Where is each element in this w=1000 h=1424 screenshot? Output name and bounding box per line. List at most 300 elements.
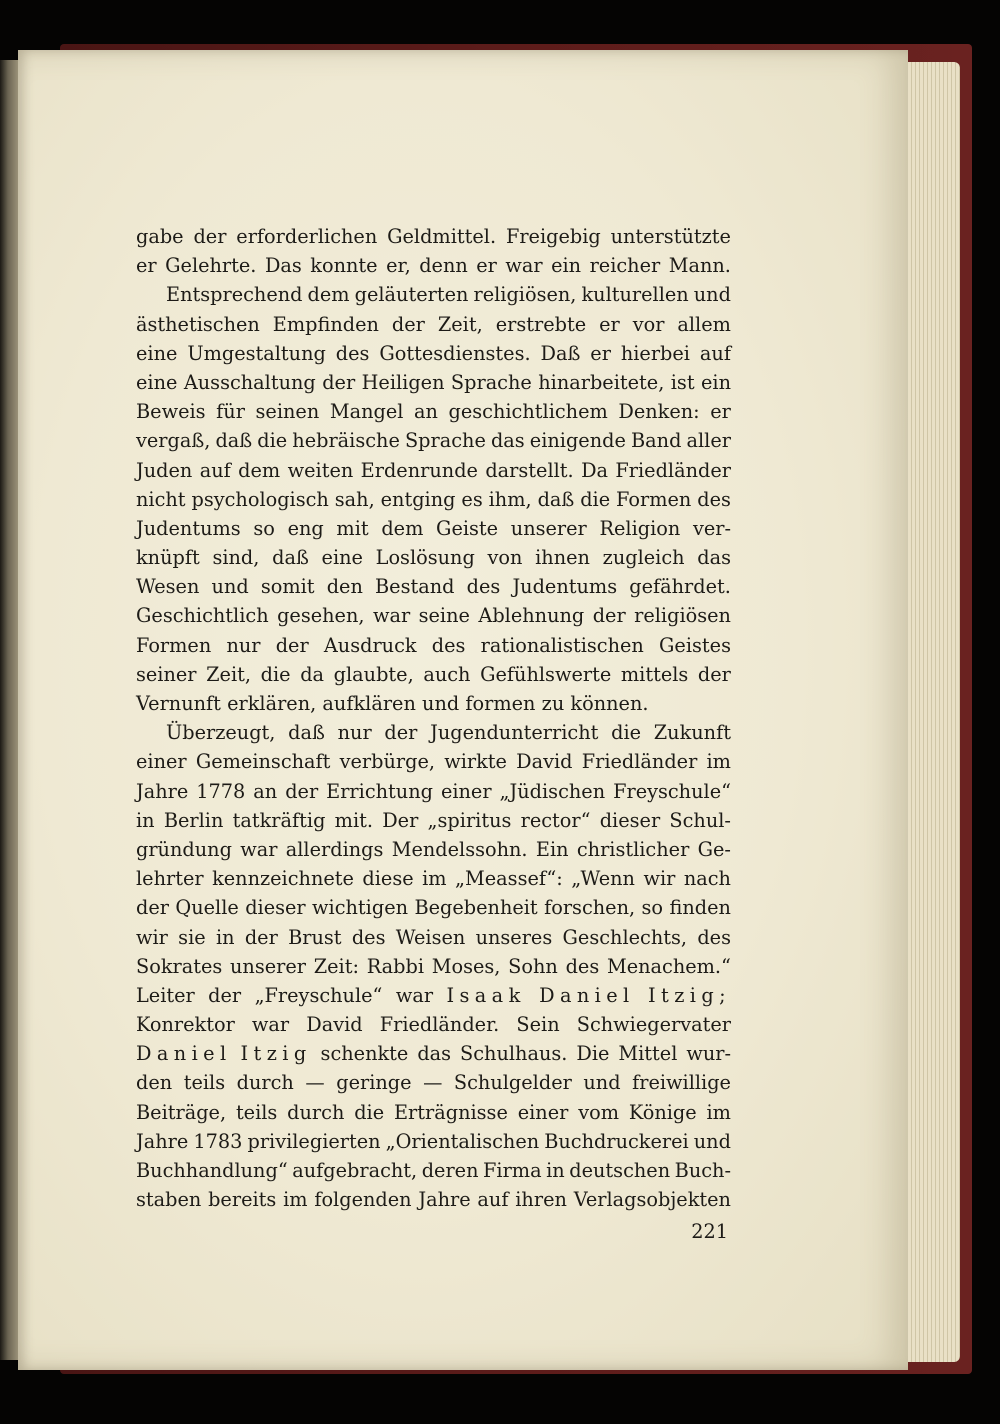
word: seine: [418, 604, 470, 628]
word: da: [300, 662, 325, 686]
word: dieser: [599, 808, 661, 832]
word: und: [693, 1129, 731, 1153]
word: war: [372, 604, 411, 628]
word: wir: [643, 867, 676, 891]
word: Umgestaltung: [187, 341, 326, 365]
word: Judentums: [136, 516, 241, 540]
word: Freigebig: [505, 225, 601, 248]
word: unserer: [230, 954, 307, 978]
word: ihm,: [488, 487, 532, 511]
word: somit: [260, 575, 315, 599]
word: Mangel: [329, 400, 404, 424]
word: mittels: [620, 662, 689, 686]
word: gründung: [136, 837, 232, 861]
word: Geschichtlich: [136, 604, 269, 628]
word: Zeit,: [206, 662, 252, 686]
word: verbürge,: [339, 750, 436, 774]
word: Wesen: [136, 575, 200, 599]
word: der: [384, 721, 418, 745]
word: einer: [517, 1100, 569, 1124]
word: einer: [136, 750, 187, 774]
word: ver-: [692, 516, 731, 540]
word: religiösen,: [473, 283, 577, 307]
word: im: [422, 867, 447, 891]
word: forschen,: [544, 896, 636, 920]
word: Loslösung: [375, 546, 475, 570]
word: der: [592, 604, 626, 628]
text-line: [136, 397, 731, 426]
word: ein: [551, 254, 582, 278]
word: nur: [226, 633, 261, 657]
word: Formen: [136, 633, 212, 657]
word: des: [697, 925, 731, 949]
text-line: [136, 280, 731, 309]
word: eine: [136, 370, 178, 394]
word: des: [335, 341, 370, 365]
word: seinen: [255, 400, 320, 424]
word: kennzeichnete: [212, 867, 354, 891]
word: Errichtung: [326, 779, 433, 803]
word: Ablehnung: [478, 604, 585, 628]
word: —: [305, 1071, 325, 1095]
word: kulturellen: [581, 283, 689, 307]
word: das: [417, 1042, 452, 1066]
text-line: [136, 1185, 731, 1214]
word: Erträgnisse: [393, 1100, 508, 1124]
word: war: [505, 254, 543, 278]
word: dem: [238, 458, 281, 482]
word: Ausschaltung: [183, 370, 316, 394]
word: geschichtlichem: [448, 400, 608, 424]
word: rationalistischen: [480, 633, 644, 657]
text-line: [136, 426, 731, 455]
word: und: [583, 1071, 621, 1095]
word: er: [599, 312, 620, 336]
word: staben: [136, 1188, 202, 1212]
word: des: [697, 487, 731, 511]
word: Band: [630, 429, 682, 453]
word: dieser: [245, 896, 306, 920]
word: allerdings: [285, 837, 384, 861]
word: in: [136, 808, 155, 832]
text-line: [136, 689, 731, 718]
word: diese: [362, 867, 414, 891]
word: vergaß,: [136, 429, 211, 453]
word: Das: [264, 254, 302, 278]
word: nicht: [136, 487, 186, 511]
word: Buchhandlung“: [136, 1159, 288, 1182]
word: Religion: [599, 516, 681, 540]
word: knüpft: [136, 546, 200, 570]
word: seiner: [136, 662, 197, 686]
word: Isaak: [446, 983, 526, 1007]
word: auf: [699, 341, 731, 365]
word: 1783: [193, 1129, 243, 1153]
word: daß: [272, 546, 309, 570]
word: Moses,: [431, 954, 501, 978]
word: er: [590, 341, 611, 365]
word: deutschen: [569, 1159, 671, 1182]
word: Gottesdienstes.: [379, 341, 531, 365]
page-number: 221: [691, 1220, 728, 1243]
word: „Wenn: [571, 867, 635, 891]
text-line: [136, 222, 731, 251]
word: Sokrates: [136, 954, 223, 978]
word: für: [216, 400, 245, 424]
word: religiösen: [634, 604, 731, 628]
word: geringe: [336, 1071, 412, 1095]
word: vom: [578, 1100, 619, 1124]
word: er: [476, 254, 497, 278]
word: Da: [581, 458, 609, 482]
word: Juden: [136, 458, 193, 482]
word: das: [697, 546, 731, 570]
word: psychologisch: [191, 487, 329, 511]
text-line: [136, 1098, 731, 1127]
word: formen: [465, 692, 536, 715]
text-line: [136, 864, 731, 893]
word: privilegierten: [247, 1129, 381, 1153]
text-line: [136, 1010, 731, 1039]
word: Gefühlswerte: [480, 662, 612, 686]
word: er,: [386, 254, 411, 278]
word: hinarbeitete,: [538, 370, 665, 394]
word: Schul-: [669, 808, 731, 832]
word: Jahre: [418, 1188, 471, 1212]
word: Die: [576, 1042, 610, 1066]
word: war: [251, 1013, 290, 1037]
word: auf: [199, 458, 231, 482]
word: die: [611, 721, 642, 745]
word: Zeit,: [437, 312, 483, 336]
word: ein: [701, 370, 731, 394]
word: der: [285, 779, 319, 803]
word: hierbei: [620, 341, 690, 365]
text-line: [136, 835, 731, 864]
text-line: [136, 310, 731, 339]
word: und: [211, 575, 249, 599]
word: Judentums: [512, 575, 618, 599]
word: Daniel: [539, 983, 635, 1007]
word: Beweis: [136, 400, 206, 424]
text-line: [136, 543, 731, 572]
word: war: [240, 837, 278, 861]
word: des: [466, 575, 501, 599]
word: Heiligen: [361, 370, 445, 394]
word: im: [706, 1100, 731, 1124]
word: sind,: [212, 546, 260, 570]
word: können.: [570, 692, 649, 715]
word: ästhetischen: [136, 312, 260, 336]
word: Sohn: [508, 954, 558, 978]
word: aufgebracht,: [292, 1159, 418, 1182]
word: des: [431, 633, 466, 657]
word: es: [461, 487, 483, 511]
word: „Jüdischen: [499, 779, 606, 803]
word: rector“: [520, 808, 591, 832]
word: im: [283, 1188, 308, 1212]
word: Bestand: [375, 575, 455, 599]
word: „Freyschule“: [254, 983, 383, 1007]
word: lehrter: [136, 867, 204, 891]
word: Quelle: [175, 896, 239, 920]
word: dem: [307, 283, 350, 307]
word: die: [260, 662, 291, 686]
word: der: [208, 983, 242, 1007]
word: den: [326, 575, 363, 599]
word: Konrektor: [136, 1013, 235, 1037]
text-line: [136, 893, 731, 922]
word: Zukunft: [653, 721, 731, 745]
word: „Meassef“:: [455, 867, 563, 891]
word: Verlagsobjekten: [573, 1188, 731, 1212]
word: an: [414, 400, 438, 424]
word: Erdenrunde: [360, 458, 478, 482]
word: der: [136, 896, 169, 920]
word: die: [257, 429, 288, 453]
word: Itzig;: [648, 983, 731, 1007]
word: Itzig: [240, 1042, 312, 1066]
word: Schwiegervater: [576, 1013, 731, 1037]
word: weiten: [287, 458, 354, 482]
word: Geldmittel.: [387, 225, 497, 248]
word: aufklären: [322, 692, 416, 715]
word: unseres: [475, 925, 553, 949]
word: daß: [537, 487, 575, 511]
book-page: [18, 50, 908, 1370]
word: ihren: [515, 1188, 567, 1212]
word: tatkräftig: [232, 808, 326, 832]
word: Friedländer: [615, 458, 731, 482]
word: unserer: [510, 516, 587, 540]
word: durch: [287, 1100, 345, 1124]
word: Weisen: [395, 925, 466, 949]
word: so: [253, 516, 275, 540]
word: Denken:: [618, 400, 700, 424]
word: von: [487, 546, 523, 570]
word: Daniel: [136, 1042, 232, 1066]
text-line: [136, 368, 731, 397]
word: Mendelssohn.: [391, 837, 528, 861]
word: reicher: [589, 254, 661, 278]
word: der: [697, 662, 731, 686]
word: denn: [419, 254, 468, 278]
word: Geiste: [436, 516, 499, 540]
word: allem: [677, 312, 731, 336]
text-line: [136, 514, 731, 543]
word: durch: [236, 1071, 294, 1095]
word: erforderlichen: [236, 225, 378, 248]
word: Freyschule“: [613, 779, 731, 803]
text-line: [136, 572, 731, 601]
word: Geschlechts,: [562, 925, 688, 949]
word: daß: [215, 429, 253, 453]
word: Zeit:: [313, 954, 359, 978]
word: 1778: [196, 779, 246, 803]
word: an: [253, 779, 278, 803]
word: christlicher: [576, 837, 690, 861]
text-line: [136, 923, 731, 952]
word: gefährdet.: [629, 575, 731, 599]
word: Sprache: [404, 429, 486, 453]
facing-page-edge: [0, 60, 20, 1360]
word: dem: [381, 516, 424, 540]
word: der: [322, 370, 356, 394]
text-line: [136, 631, 731, 660]
word: wir: [136, 925, 168, 949]
word: der: [391, 312, 425, 336]
word: Ausdruck: [323, 633, 417, 657]
word: mit: [336, 516, 369, 540]
word: und: [422, 692, 460, 715]
text-line: [136, 806, 731, 835]
word: David: [306, 1013, 363, 1037]
word: des: [565, 954, 600, 978]
word: wirkte: [444, 750, 507, 774]
word: gabe: [136, 225, 184, 248]
text-line: [136, 1039, 731, 1068]
word: Beiträge,: [136, 1100, 227, 1124]
word: David: [516, 750, 573, 774]
word: geläuterten: [354, 283, 469, 307]
word: glaubte,: [333, 662, 414, 686]
word: Der: [382, 808, 419, 832]
word: finden: [669, 896, 731, 920]
word: Menachem.“: [606, 954, 731, 978]
word: wur-: [686, 1042, 731, 1066]
word: Mann.: [668, 254, 731, 278]
word: mit.: [334, 808, 373, 832]
word: entging: [380, 487, 456, 511]
word: nur: [337, 721, 372, 745]
word: er: [136, 254, 157, 278]
word: Sprache: [450, 370, 532, 394]
word: Könige: [628, 1100, 697, 1124]
word: vor: [632, 312, 665, 336]
word: Schulhaus.: [460, 1042, 568, 1066]
word: eine: [321, 546, 363, 570]
word: Buch-: [674, 1159, 731, 1182]
word: schenkte: [320, 1042, 409, 1066]
word: deren: [421, 1159, 479, 1182]
text-line: [136, 339, 731, 368]
word: Daß: [540, 341, 581, 365]
text-line: [136, 601, 731, 630]
word: Ge-: [697, 837, 731, 861]
word: eng: [287, 516, 324, 540]
text-line: [136, 981, 731, 1010]
word: auch: [423, 662, 471, 686]
word: und: [693, 283, 731, 307]
word: —: [423, 1071, 443, 1095]
word: ist: [670, 370, 695, 394]
word: sie: [178, 925, 206, 949]
word: konnte: [310, 254, 378, 278]
text-line: [136, 485, 731, 514]
word: Friedländer.: [379, 1013, 500, 1037]
text-line: [136, 1127, 731, 1156]
word: sah,: [334, 487, 375, 511]
word: Gelehrte.: [165, 254, 257, 278]
text-line: [136, 660, 731, 689]
word: Empfinden: [272, 312, 379, 336]
word: freiwillige: [632, 1071, 731, 1095]
text-line: [136, 456, 731, 485]
word: Ein: [535, 837, 569, 861]
word: aller: [686, 429, 731, 453]
word: war: [395, 983, 434, 1007]
word: Friedländer: [581, 750, 698, 774]
word: Sein: [516, 1013, 560, 1037]
word: Buchdruckerei: [544, 1129, 689, 1153]
word: so: [641, 896, 664, 920]
word: Brust: [288, 925, 342, 949]
text-line: [136, 952, 731, 981]
word: Berlin: [163, 808, 224, 832]
word: zugleich: [602, 546, 685, 570]
word: Firma: [483, 1159, 542, 1182]
text-line: [136, 1156, 731, 1185]
word: gesehen,: [277, 604, 365, 628]
word: das: [490, 429, 525, 453]
word: Jahre: [136, 779, 189, 803]
word: er: [710, 400, 731, 424]
word: teils: [235, 1100, 278, 1124]
word: ihnen: [535, 546, 590, 570]
body-text: [136, 222, 731, 1214]
text-line: [136, 1068, 731, 1097]
word: im: [706, 750, 731, 774]
word: in: [546, 1159, 565, 1182]
word: zu: [541, 692, 565, 715]
word: bereits: [208, 1188, 277, 1212]
word: darstellt.: [485, 458, 574, 482]
word: Überzeugt,: [166, 721, 276, 745]
word: die: [580, 487, 611, 511]
word: erstrebte: [495, 312, 587, 336]
word: nach: [683, 867, 731, 891]
word: den: [136, 1071, 173, 1095]
text-line: [136, 251, 731, 280]
word: Geistes: [659, 633, 731, 657]
word: Entsprechend: [166, 283, 303, 307]
word: die: [354, 1100, 385, 1124]
word: Vernunft: [136, 692, 221, 715]
word: Leiter: [136, 983, 195, 1007]
word: Rabbi: [366, 954, 425, 978]
text-line: [136, 718, 731, 747]
word: Schulgelder: [453, 1071, 572, 1095]
word: Gemeinschaft: [195, 750, 331, 774]
word: einer: [440, 779, 492, 803]
word: erklären,: [227, 692, 317, 715]
word: Jugendunterricht: [430, 721, 599, 745]
word: des: [351, 925, 386, 949]
text-line: [136, 777, 731, 806]
word: Formen: [616, 487, 692, 511]
word: teils: [183, 1071, 226, 1095]
word: „spiritus: [427, 808, 512, 832]
word: unterstützte: [610, 225, 731, 248]
word: der: [244, 925, 278, 949]
word: eine: [136, 341, 178, 365]
text-line: [136, 747, 731, 776]
word: auf: [477, 1188, 509, 1212]
word: Begebenheit: [414, 896, 538, 920]
word: hebräische: [292, 429, 400, 453]
word: Jahre: [136, 1129, 189, 1153]
word: wichtigen: [312, 896, 409, 920]
